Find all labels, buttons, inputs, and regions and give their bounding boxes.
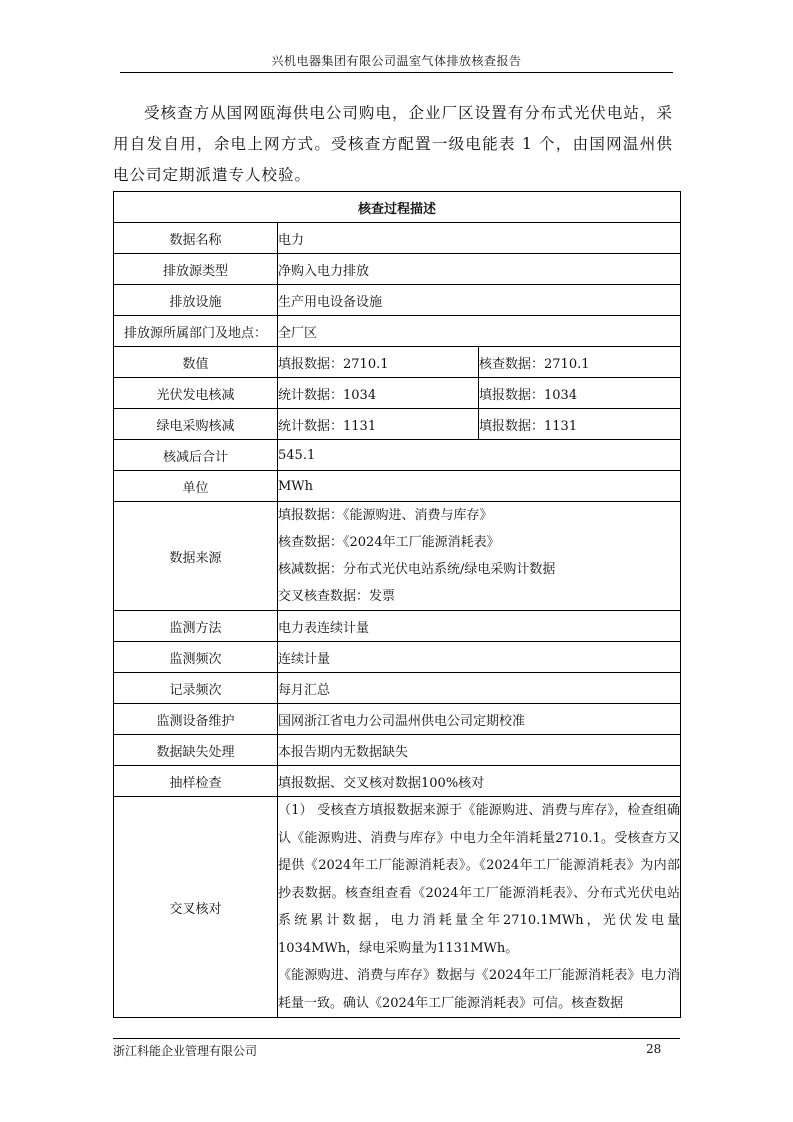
cross-check-cell bbox=[278, 797, 681, 1018]
row-value-left: 统计数据：1131 bbox=[278, 409, 479, 440]
source-line: 交叉核查数据：发票 bbox=[278, 589, 396, 604]
header-rule bbox=[120, 72, 673, 73]
row-value-right: 核查数据：2710.1 bbox=[479, 347, 681, 378]
table-row bbox=[114, 347, 681, 378]
table-row bbox=[114, 735, 681, 766]
row-label: 监测设备维护 bbox=[114, 704, 278, 735]
data-sources-cell bbox=[278, 502, 681, 611]
row-value: 电力表连续计量 bbox=[278, 611, 681, 642]
row-label: 核减后合计 bbox=[114, 440, 278, 471]
page-number: 28 bbox=[646, 1042, 662, 1056]
row-label: 数值 bbox=[114, 347, 278, 378]
row-value: 全厂区 bbox=[278, 316, 681, 347]
row-value: 545.1 bbox=[278, 440, 681, 471]
footer-rule bbox=[113, 1038, 680, 1039]
row-label: 记录频次 bbox=[114, 673, 278, 704]
row-label: 排放源所属部门及地点： bbox=[114, 316, 278, 347]
source-line: 核减数据：分布式光伏电站系统/绿电采购计数据 bbox=[278, 562, 556, 577]
row-label: 数据来源 bbox=[114, 502, 278, 611]
table-row bbox=[114, 797, 681, 1018]
table-row bbox=[114, 409, 681, 440]
row-label: 单位 bbox=[114, 471, 278, 502]
row-label: 交叉核对 bbox=[114, 797, 278, 1018]
table-row bbox=[114, 471, 681, 502]
table-row bbox=[114, 223, 681, 254]
intro-paragraph: 受核查方从国网瓯海供电公司购电，企业厂区设置有分布式光伏电站，采用自发自用，余电上网方式。受核查方配置一级电能表 1 个，由国网温州供电公司定期派遣专人校验。 bbox=[113, 104, 673, 184]
row-label: 抽样检查 bbox=[114, 766, 278, 797]
row-label: 绿电采购核减 bbox=[114, 409, 278, 440]
row-value: 生产用电设备设施 bbox=[278, 285, 681, 316]
source-line: 填报数据：《能源购进、消费与库存》 bbox=[278, 508, 493, 523]
row-value-right: 填报数据：1131 bbox=[479, 409, 681, 440]
table-row bbox=[114, 673, 681, 704]
table-row bbox=[114, 316, 681, 347]
row-label: 排放设施 bbox=[114, 285, 278, 316]
table-row bbox=[114, 766, 681, 797]
row-label: 排放源类型 bbox=[114, 254, 278, 285]
row-value-left: 填报数据：2710.1 bbox=[278, 347, 479, 378]
row-value: 每月汇总 bbox=[278, 673, 681, 704]
row-value: 本报告期内无数据缺失 bbox=[278, 735, 681, 766]
row-label: 监测频次 bbox=[114, 642, 278, 673]
row-label: 数据缺失处理 bbox=[114, 735, 278, 766]
row-value: 电力 bbox=[278, 223, 681, 254]
table-row bbox=[114, 502, 681, 611]
table-row bbox=[114, 611, 681, 642]
verification-table bbox=[113, 191, 681, 1018]
row-label: 光伏发电核减 bbox=[114, 378, 278, 409]
source-line: 核查数据：《2024年工厂能源消耗表》 bbox=[278, 535, 500, 550]
cross-check-paragraph: 《能源购进、消费与库存》数据与《2024年工厂能源消耗表》电力消耗量一致。确认《2024年工厂能源消耗表》可信。核查数据 bbox=[278, 968, 681, 1011]
table-row bbox=[114, 704, 681, 735]
table-row bbox=[114, 642, 681, 673]
page-header-title: 兴机电器集团有限公司温室气体排放核查报告 bbox=[271, 54, 522, 68]
cross-check-paragraph: （1） 受核查方填报数据来源于《能源购进、消费与库存》，检查组确认《能源购进、消费与库存》中电力全年消耗量2710.1。受核查方又提供《2024年工厂能源消耗表》。《2024年工厂能源消耗表》为内部抄表数据。核查组查看《2024年工厂能源消耗表》、分布式光伏电站系统累计数据，电力消耗量全年2710.1MWh，光伏发电量1034MWh，绿电采购量为1131MWh。 bbox=[278, 803, 681, 956]
footer-company: 浙江科能企业管理有限公司 bbox=[113, 1044, 258, 1058]
table-row bbox=[114, 285, 681, 316]
row-value: 填报数据、交叉核对数据100%核对 bbox=[278, 766, 681, 797]
row-label: 监测方法 bbox=[114, 611, 278, 642]
row-value: MWh bbox=[278, 471, 681, 502]
row-value-left: 统计数据：1034 bbox=[278, 378, 479, 409]
table-row bbox=[114, 378, 681, 409]
row-value: 国网浙江省电力公司温州供电公司定期校准 bbox=[278, 704, 681, 735]
table-title: 核查过程描述 bbox=[114, 192, 681, 223]
row-value-right: 填报数据：1034 bbox=[479, 378, 681, 409]
row-value: 净购入电力排放 bbox=[278, 254, 681, 285]
table-row bbox=[114, 440, 681, 471]
row-label: 数据名称 bbox=[114, 223, 278, 254]
table-row bbox=[114, 254, 681, 285]
row-value: 连续计量 bbox=[278, 642, 681, 673]
